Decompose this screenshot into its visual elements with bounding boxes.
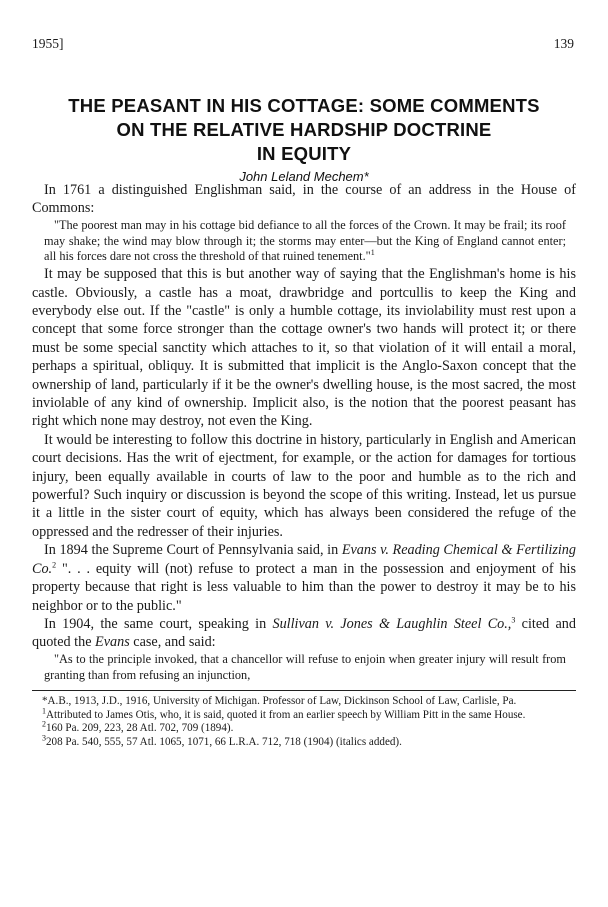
block-quote-1: [44, 218, 566, 265]
footnote-author: *A.B., 1913, J.D., 1916, University of Michigan. Professor of Law, Dickinson School of Law, Carlisle, Pa.: [42, 695, 517, 708]
case-name-evans-2: Evans: [95, 634, 130, 651]
paragraph-3: It would be interesting to follow this doctrine in history, particularly in English and American court decisions. Has the writ of ejectment, for example, or the action for damages for tortious injury, been equally available in courts of law to the poor and humble as to the rich and powerful? Such inquiry or discussion is beyond the scope of this writing. Instead, let us pursue it a little in the sister court of equity, which has always been considered the refuge of the oppressed and the redresser of their injuries.: [32, 431, 576, 540]
footnote-2: [32, 719, 576, 735]
paragraph-1: In 1761 a distinguished Englishman said, in the course of an address in the House of Commons:: [32, 182, 576, 217]
p5-text-c: case, and said:: [133, 634, 216, 651]
footnote-divider: [32, 690, 576, 691]
paragraph-4: [32, 541, 576, 615]
p4-text-b: ". . . equity will (not) refuse to protect a man in the possession and enjoyment of his property because that right is less valuable to him than the power to destroy it may be to his neighbor or to the public.": [32, 560, 577, 614]
article-title-block: [20, 94, 588, 186]
footnote-2-number: 2: [42, 719, 46, 729]
header-year: 1955]: [32, 36, 64, 51]
footnote-ref-3: 3: [511, 615, 516, 625]
footnote-2-text: 160 Pa. 209, 223, 28 Atl. 702, 709 (1894).: [46, 722, 234, 735]
p4-text-a: In 1894 the Supreme Court of Pennsylvania said, in: [44, 542, 339, 559]
title-line-3: IN EQUITY: [256, 143, 352, 164]
footnote-3: [32, 732, 576, 749]
block-quote-2: "As to the principle invoked, that a chancellor will refuse to enjoin when greater injury will result from granting than from refusing an injunction,: [44, 651, 566, 682]
footnote-ref-1: 1: [370, 248, 375, 258]
footnote-1: [32, 706, 576, 722]
case-name-sullivan: Sullivan v. Jones & Laughlin Steel Co.,: [272, 615, 512, 632]
page-number: 139: [553, 36, 574, 51]
paragraph-5: [32, 615, 576, 652]
case-name-evans: Evans v. Reading Chemical & Fertilizing Co.: [32, 542, 576, 577]
title-line-1: THE PEASANT IN HIS COTTAGE: SOME COMMENTS: [68, 95, 540, 116]
quote-1-text: "The poorest man may in his cottage bid defiance to all the forces of the Crown. It may be frail; its roof may shake; the wind may blow through it; the storms may enter—but the King of England cannot enter; all his forces dare not cross the threshold of that ruined tenement.": [44, 217, 566, 264]
running-header: [32, 36, 574, 56]
footnote-3-text: 208 Pa. 540, 555, 57 Atl. 1065, 1071, 66 L.R.A. 712, 718 (1904) (italics added).: [46, 735, 402, 748]
footnote-1-text: Attributed to James Otis, who, it is said, quoted it from an earlier speech by William Pitt in the same House.: [46, 708, 526, 721]
title-line-2: ON THE RELATIVE HARDSHIP DOCTRINE: [116, 119, 492, 140]
footnote-3-number: 3: [42, 732, 46, 742]
p5-text-a: In 1904, the same court, speaking in: [44, 615, 267, 632]
p5-text-b: cited and quoted the: [32, 615, 576, 651]
article-body: [32, 181, 576, 749]
footnote-1-number: 1: [42, 706, 46, 716]
paragraph-2: It may be supposed that this is but another way of saying that the Englishman's home is his castle. Obviously, a castle has a moat, drawbridge and portcullis to keep the King and everybody else out. If the "castle" is only a humble cottage, its inviolability must rest upon a concept that some force stronger than the cottage owner's two hands will protect it; or there must be some special sanctity which attaches to it, so that violation of it will entail a moral, perhaps a spiritual, obliquy. It is submitted that implicit is the Anglo-Saxon concept that the ownership of land, particularly if it be the owner's dwelling house, is the most sacred, the most inviolable of any kind of ownership. Implicit also, is the notion that the poorest peasant has right which none may destroy, not even the King.: [32, 266, 576, 430]
footnote-ref-2: 2: [52, 559, 57, 569]
author-byline: John Leland Mechem*: [239, 169, 369, 184]
